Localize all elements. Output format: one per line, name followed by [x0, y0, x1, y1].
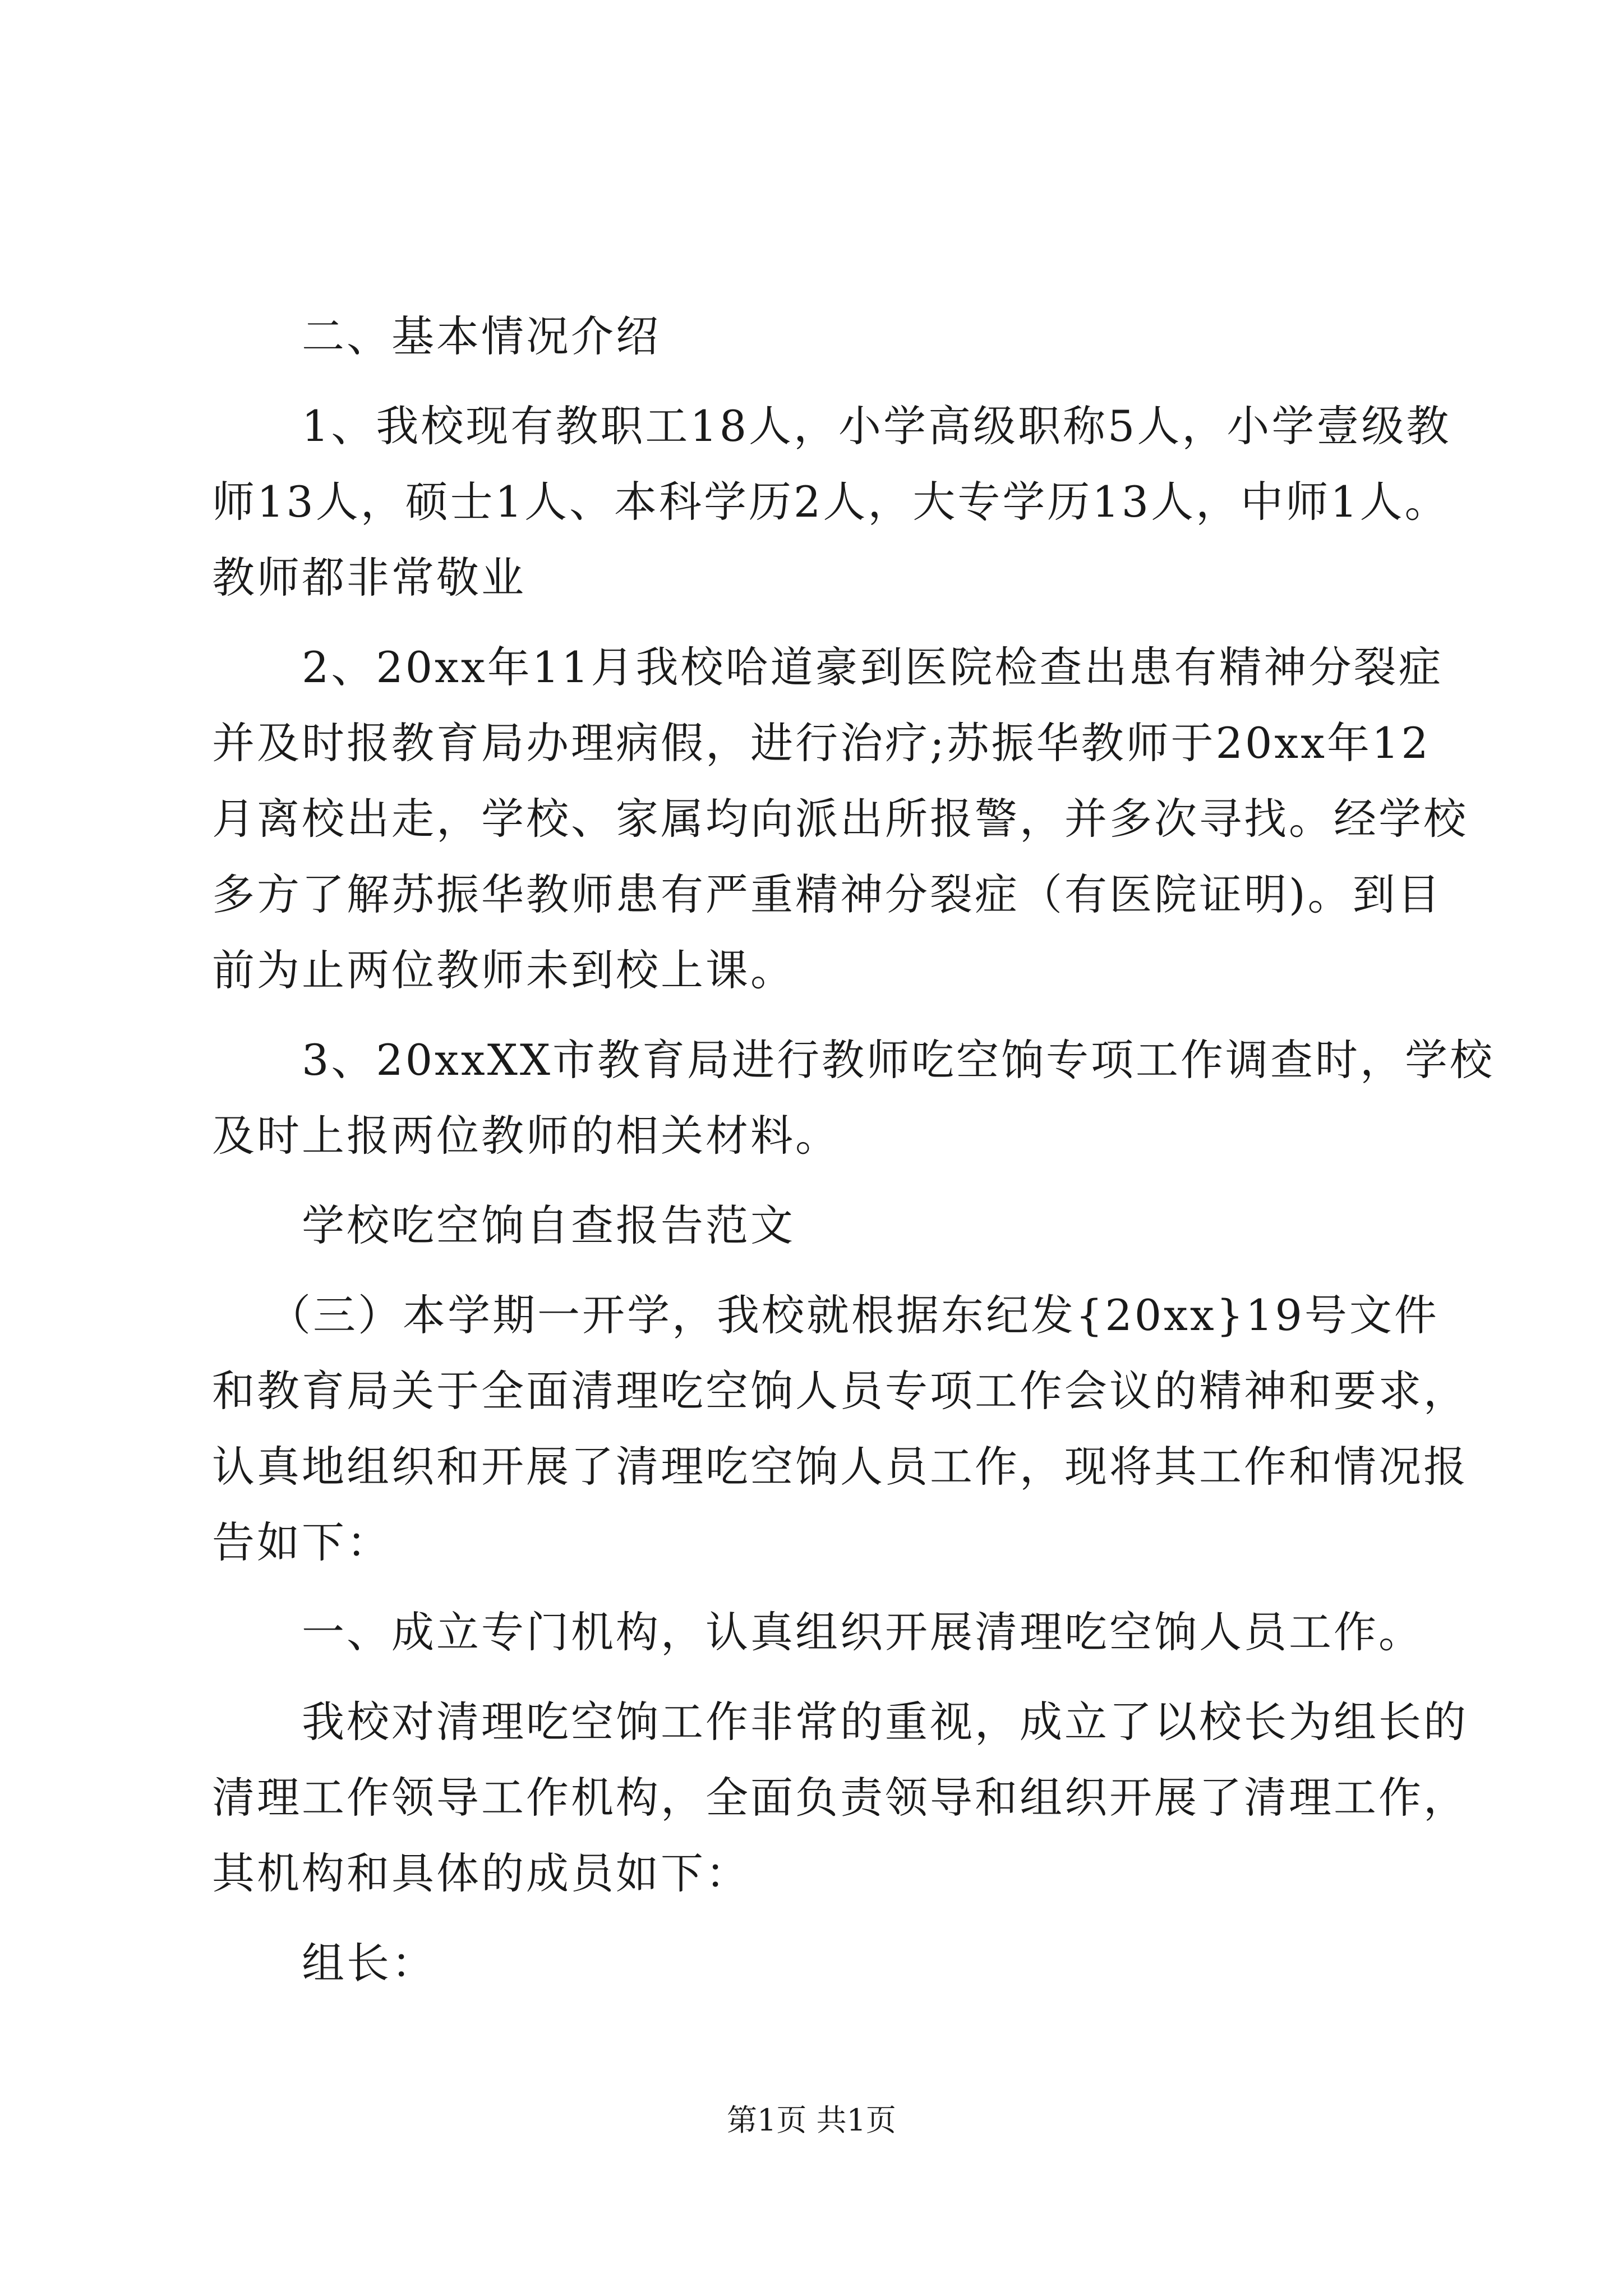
paragraph-line: 我校对清理吃空饷工作非常的重视，成立了以校长为组长的: [302, 1697, 1468, 1747]
paragraph-line: 清理工作领导工作机构，全面负责领导和组织开展了清理工作，: [212, 1773, 1468, 1823]
paragraph-line: （三）本学期一开学，我校就根据东纪发{20xx}19号文件: [268, 1290, 1439, 1340]
paragraph-line: 1、我校现有教职工18人，小学高级职称5人，小学壹级教: [302, 401, 1451, 451]
section-heading: 一、成立专门机构，认真组织开展清理吃空饷人员工作。: [302, 1607, 1423, 1657]
paragraph-line: 月离校出走，学校、家属均向派出所报警，并多次寻找。经学校: [212, 794, 1468, 844]
paragraph-line: 多方了解苏振华教师患有严重精神分裂症（有医院证明)。到目: [212, 869, 1442, 919]
paragraph-line: 认真地组织和开展了清理吃空饷人员工作，现将其工作和情况报: [212, 1442, 1468, 1492]
paragraph-line: 并及时报教育局办理病假，进行治疗;苏振华教师于20xx年12: [212, 718, 1431, 768]
paragraph-line: 2、20xx年11月我校哈道豪到医院检查出患有精神分裂症: [302, 642, 1444, 692]
paragraph-line: 师13人，硕士1人、本科学历2人，大专学历13人，中师1人。: [212, 477, 1450, 527]
paragraph-line: 3、20xxXX市教育局进行教师吃空饷专项工作调查时，学校: [302, 1035, 1495, 1085]
paragraph-line: 其机构和具体的成员如下：: [212, 1848, 750, 1898]
paragraph-line: 告如下：: [212, 1517, 391, 1567]
paragraph-line: 前为止两位教师未到校上课。: [212, 945, 795, 995]
paragraph-line: 组长：: [302, 1938, 436, 1988]
paragraph-line: 和教育局关于全面清理吃空饷人员专项工作会议的精神和要求，: [212, 1366, 1468, 1416]
document-title: 学校吃空饷自查报告范文: [302, 1200, 795, 1250]
page-footer: 第1页 共1页: [727, 2102, 896, 2138]
paragraph-line: 教师都非常敬业: [212, 553, 526, 602]
paragraph-line: 及时上报两位教师的相关材料。: [212, 1111, 840, 1161]
section-heading: 二、基本情况介绍: [302, 311, 661, 361]
